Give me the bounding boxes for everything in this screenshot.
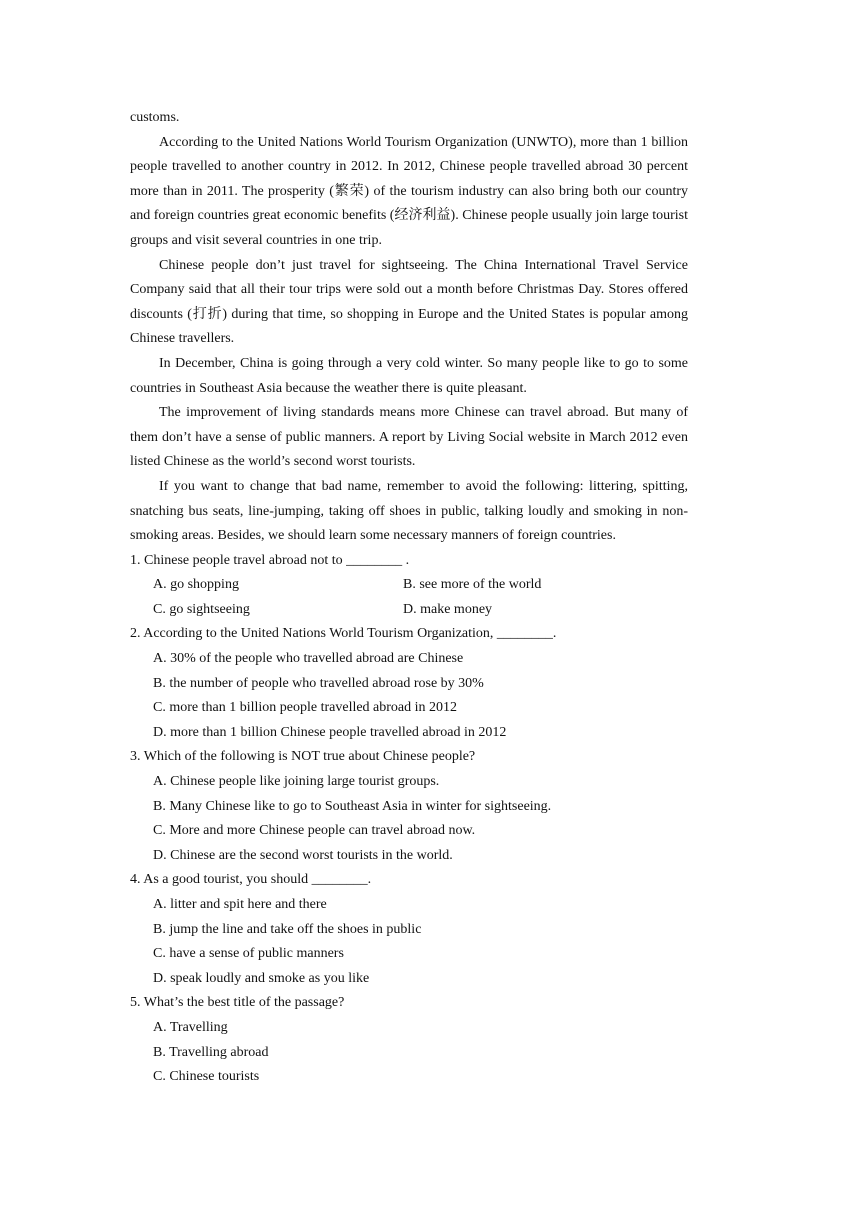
document-page [130, 106, 688, 1090]
option-b: B. Many Chinese like to go to Southeast Asia in winter for sightseeing. [153, 798, 552, 814]
option-b: B. Travelling abroad [153, 1044, 269, 1060]
option-c: C. More and more Chinese people can travel abroad now. [153, 823, 476, 839]
option-a: A. Chinese people like joining large tourist groups. [153, 774, 440, 790]
option-b: B. see more of the world [403, 577, 542, 593]
question-2 [130, 622, 688, 745]
option-a: A. 30% of the people who travelled abroad are Chinese [153, 651, 464, 667]
option-d: D. make money [403, 601, 493, 617]
question-4 [130, 868, 688, 991]
option-a: A. litter and spit here and there [153, 897, 327, 912]
option-row [130, 573, 688, 598]
option-a: A. go shopping [153, 577, 239, 593]
option-c: C. have a sense of public manners [153, 946, 344, 962]
option-a: A. Travelling [153, 1019, 228, 1035]
passage-paragraph-2: Chinese people don’t just travel for sightseeing. The China International Travel Service Company said that all their tour trips were sold out a month before Christmas Day. Stores offered discounts (打折) during that time, so shopping in Europe and the United States is popular among Chinese travellers. [130, 257, 688, 347]
question-stem: 2. According to the United Nations World Tourism Organization, ________. [130, 626, 557, 642]
question-3 [130, 745, 688, 868]
option-b: B. the number of people who travelled abroad rose by 30% [153, 675, 484, 691]
option-c: C. go sightseeing [153, 601, 250, 617]
passage-paragraph-3: In December, China is going through a very cold winter. So many people like to go to some countries in Southeast Asia because the weather there is quite pleasant. [130, 355, 688, 396]
option-d: D. speak loudly and smoke as you like [153, 970, 370, 986]
question-1 [130, 549, 688, 623]
option-d: D. Chinese are the second worst tourists in the world. [153, 847, 453, 863]
option-d: D. more than 1 billion Chinese people travelled abroad in 2012 [153, 724, 507, 740]
passage-paragraph-4: The improvement of living standards means more Chinese can travel abroad. But many of them don’t have a sense of public manners. A report by Living Social website in March 2012 even listed Chinese as the world’s second worst tourists. [130, 405, 688, 470]
option-b: B. jump the line and take off the shoes in public [153, 921, 422, 937]
question-5 [130, 991, 688, 1089]
passage-fragment: customs. [130, 110, 180, 125]
question-stem: 4. As a good tourist, you should ________. [130, 872, 372, 888]
question-stem: 1. Chinese people travel abroad not to ________ . [130, 552, 410, 568]
option-c: C. Chinese tourists [153, 1069, 260, 1085]
option-c: C. more than 1 billion people travelled abroad in 2012 [153, 700, 458, 716]
question-stem: 5. What’s the best title of the passage? [130, 995, 345, 1011]
question-stem: 3. Which of the following is NOT true about Chinese people? [130, 749, 476, 765]
passage-paragraph-1: According to the United Nations World Tourism Organization (UNWTO), more than 1 billion people travelled to another country in 2012. In 2012, Chinese people travelled abroad 30 percent more than in 2011. The prosperity (繁荣) of the tourism industry can also bring both our country and foreign countries great economic benefits (经济利益). Chinese people usually join large tourist groups and visit several countries in one trip. [130, 134, 688, 248]
option-row [130, 598, 688, 623]
passage-paragraph-5: If you want to change that bad name, remember to avoid the following: littering, spitting, snatching bus seats, line-jumping, taking off shoes in public, talking loudly and smoking in non- smoking areas. Besides, we should learn some necessary manners of foreign countries. [130, 478, 688, 544]
